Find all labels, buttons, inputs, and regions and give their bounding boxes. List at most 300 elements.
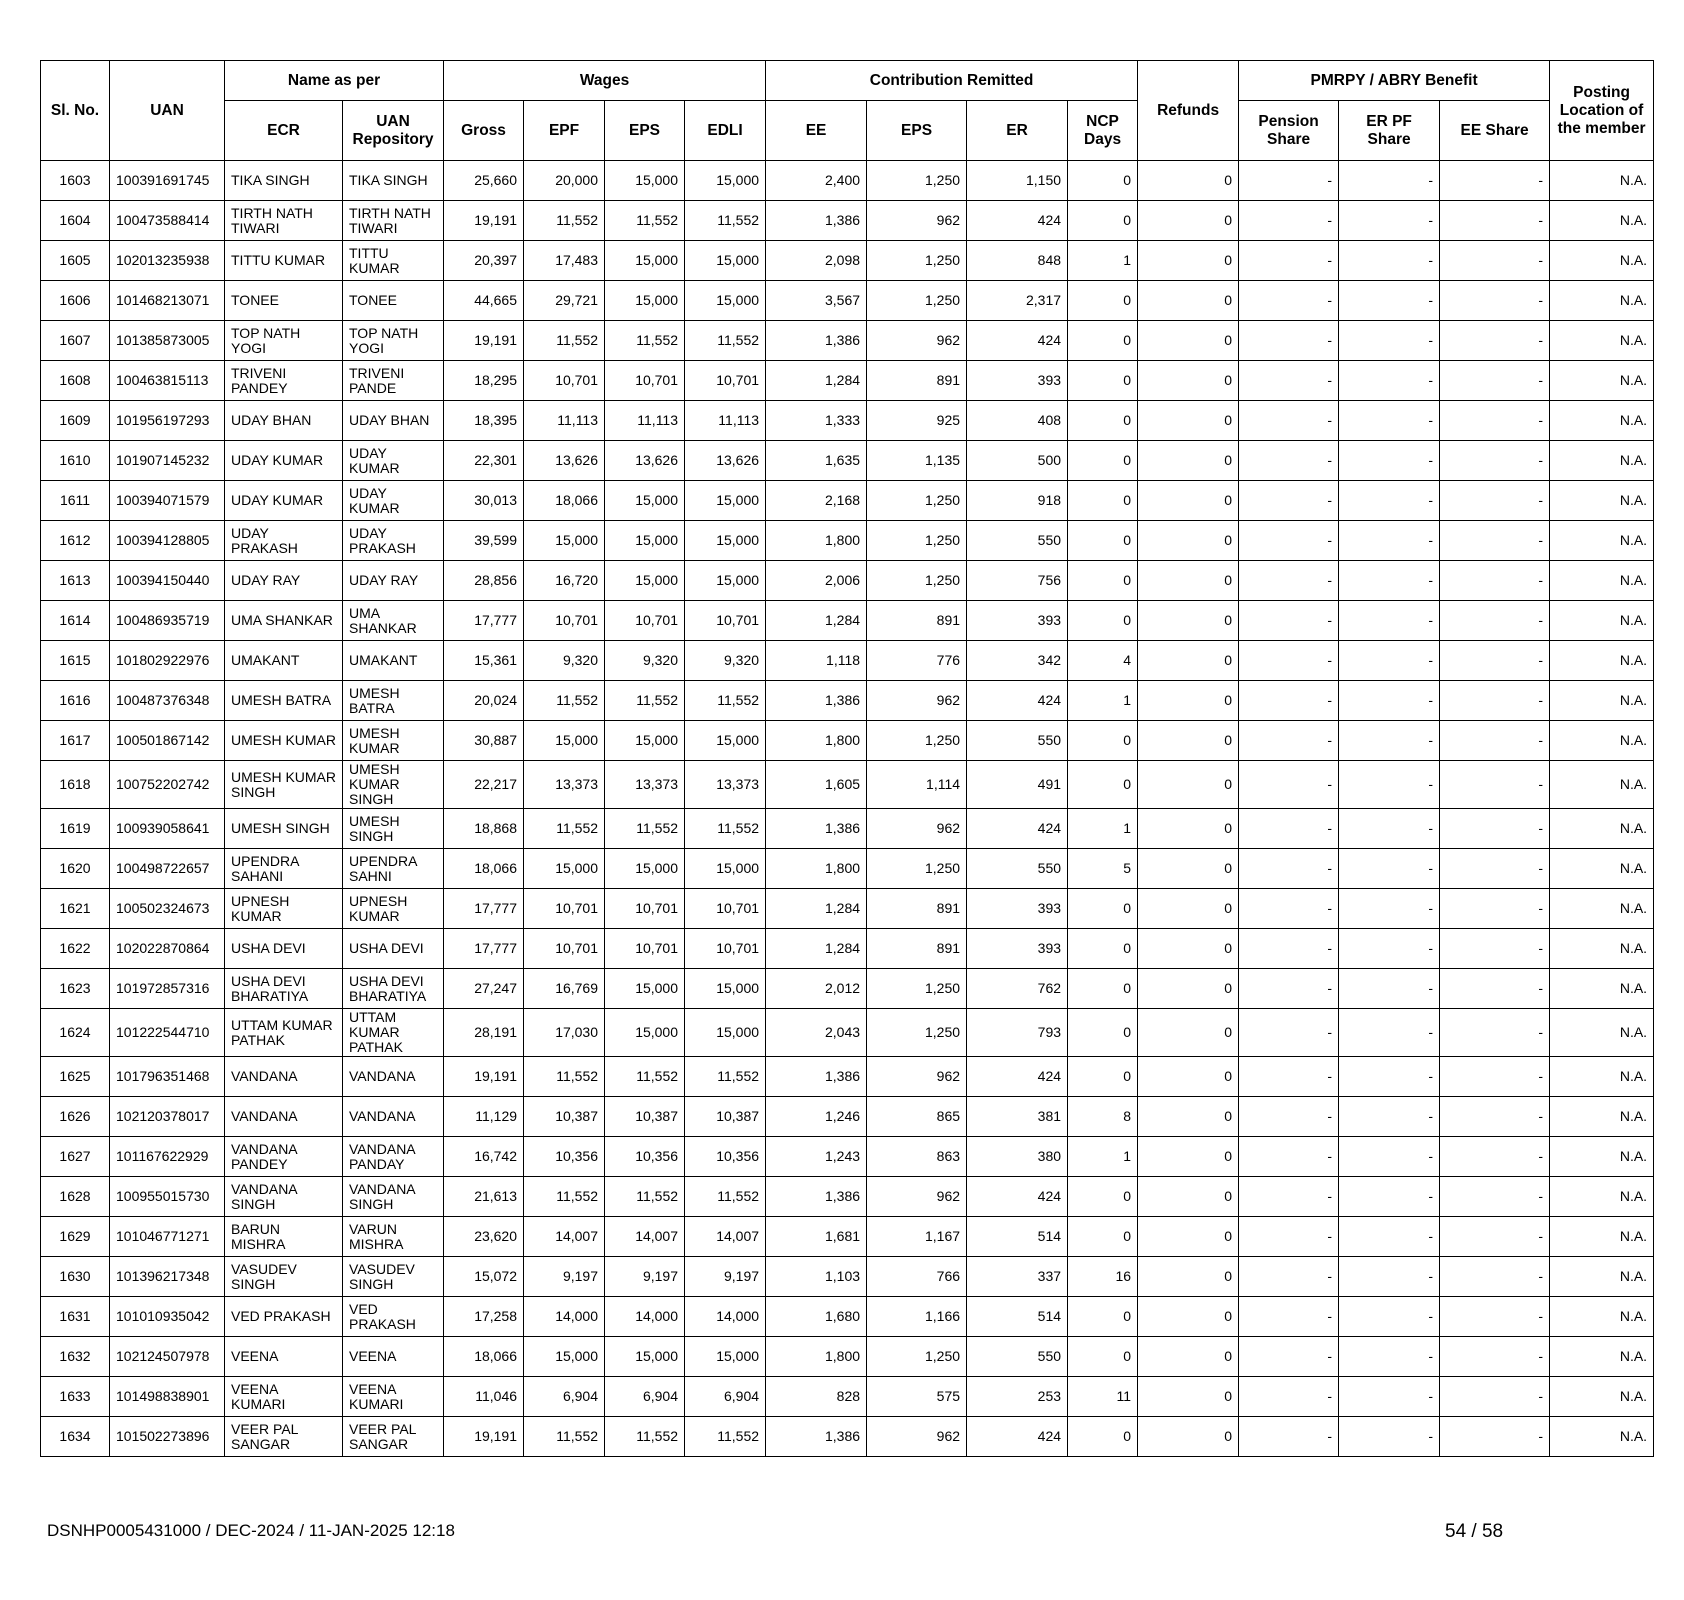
cell-eps: 14,007	[605, 1217, 685, 1257]
cell-er: 424	[967, 1057, 1068, 1097]
cell-refunds: 0	[1138, 521, 1239, 561]
cell-posting-location: N.A.	[1550, 889, 1654, 929]
cell-posting-location: N.A.	[1550, 1257, 1654, 1297]
cell-refunds: 0	[1138, 321, 1239, 361]
cell-ecr-name: VEER PAL SANGAR	[225, 1417, 343, 1457]
cell-ecr-name: UDAY RAY	[225, 561, 343, 601]
cell-contribution-eps: 891	[867, 889, 967, 929]
table-row	[41, 321, 1654, 361]
cell-contribution-eps: 863	[867, 1137, 967, 1177]
cell-ee-share: -	[1440, 441, 1550, 481]
cell-eps: 9,197	[605, 1257, 685, 1297]
cell-sl-no: 1626	[41, 1097, 110, 1137]
cell-gross: 19,191	[444, 321, 524, 361]
header-er-pf-share: ER PF Share	[1339, 101, 1440, 161]
cell-uan-repository-name: VEENA KUMARI	[343, 1377, 444, 1417]
cell-contribution-eps: 1,250	[867, 281, 967, 321]
table-row	[41, 969, 1654, 1009]
cell-posting-location: N.A.	[1550, 1417, 1654, 1457]
header-contribution-remitted: Contribution Remitted	[766, 61, 1138, 101]
cell-er: 393	[967, 929, 1068, 969]
cell-pension-share: -	[1239, 1257, 1339, 1297]
cell-uan: 101802922976	[110, 641, 225, 681]
cell-ncp-days: 1	[1068, 1137, 1138, 1177]
cell-er: 393	[967, 601, 1068, 641]
cell-epf: 11,552	[524, 1057, 605, 1097]
cell-uan: 102120378017	[110, 1097, 225, 1137]
header-er: ER	[967, 101, 1068, 161]
cell-uan: 100955015730	[110, 1177, 225, 1217]
cell-eps: 15,000	[605, 481, 685, 521]
cell-edli: 15,000	[685, 721, 766, 761]
cell-sl-no: 1628	[41, 1177, 110, 1217]
cell-epf: 10,701	[524, 601, 605, 641]
cell-epf: 11,552	[524, 809, 605, 849]
cell-ncp-days: 0	[1068, 321, 1138, 361]
cell-eps: 13,626	[605, 441, 685, 481]
cell-er: 424	[967, 1417, 1068, 1457]
table-row	[41, 1009, 1654, 1057]
cell-ee-share: -	[1440, 561, 1550, 601]
cell-edli: 10,701	[685, 929, 766, 969]
cell-pension-share: -	[1239, 809, 1339, 849]
cell-er-pf-share: -	[1339, 1337, 1440, 1377]
cell-er-pf-share: -	[1339, 969, 1440, 1009]
cell-posting-location: N.A.	[1550, 1097, 1654, 1137]
cell-epf: 29,721	[524, 281, 605, 321]
cell-pension-share: -	[1239, 889, 1339, 929]
cell-uan: 102124507978	[110, 1337, 225, 1377]
cell-pension-share: -	[1239, 1297, 1339, 1337]
cell-sl-no: 1627	[41, 1137, 110, 1177]
cell-eps: 15,000	[605, 1009, 685, 1057]
cell-ee-share: -	[1440, 1057, 1550, 1097]
cell-epf: 11,552	[524, 1417, 605, 1457]
cell-edli: 11,552	[685, 201, 766, 241]
cell-ee-share: -	[1440, 1137, 1550, 1177]
cell-er-pf-share: -	[1339, 1377, 1440, 1417]
cell-sl-no: 1634	[41, 1417, 110, 1457]
cell-sl-no: 1633	[41, 1377, 110, 1417]
header-eps: EPS	[605, 101, 685, 161]
cell-posting-location: N.A.	[1550, 401, 1654, 441]
cell-uan-repository-name: UPNESH KUMAR	[343, 889, 444, 929]
cell-ee-share: -	[1440, 241, 1550, 281]
cell-ee: 2,012	[766, 969, 867, 1009]
cell-ecr-name: VASUDEV SINGH	[225, 1257, 343, 1297]
cell-uan-repository-name: USHA DEVI	[343, 929, 444, 969]
cell-epf: 10,701	[524, 361, 605, 401]
cell-ecr-name: TITTU KUMAR	[225, 241, 343, 281]
cell-uan: 100394128805	[110, 521, 225, 561]
cell-uan-repository-name: VANDANA	[343, 1097, 444, 1137]
cell-uan: 101907145232	[110, 441, 225, 481]
cell-ee: 1,386	[766, 809, 867, 849]
cell-epf: 13,626	[524, 441, 605, 481]
cell-gross: 23,620	[444, 1217, 524, 1257]
cell-posting-location: N.A.	[1550, 1297, 1654, 1337]
cell-er: 393	[967, 361, 1068, 401]
cell-refunds: 0	[1138, 681, 1239, 721]
cell-posting-location: N.A.	[1550, 561, 1654, 601]
cell-ee-share: -	[1440, 1417, 1550, 1457]
cell-epf: 16,769	[524, 969, 605, 1009]
cell-gross: 39,599	[444, 521, 524, 561]
cell-er: 500	[967, 441, 1068, 481]
cell-uan-repository-name: VASUDEV SINGH	[343, 1257, 444, 1297]
cell-uan-repository-name: UDAY PRAKASH	[343, 521, 444, 561]
cell-edli: 11,552	[685, 681, 766, 721]
cell-contribution-eps: 925	[867, 401, 967, 441]
cell-sl-no: 1619	[41, 809, 110, 849]
cell-gross: 17,777	[444, 601, 524, 641]
cell-refunds: 0	[1138, 1137, 1239, 1177]
cell-er: 342	[967, 641, 1068, 681]
cell-er: 514	[967, 1217, 1068, 1257]
cell-pension-share: -	[1239, 361, 1339, 401]
cell-posting-location: N.A.	[1550, 641, 1654, 681]
cell-ee: 1,386	[766, 1177, 867, 1217]
cell-refunds: 0	[1138, 641, 1239, 681]
cell-ee: 1,103	[766, 1257, 867, 1297]
cell-ecr-name: UDAY BHAN	[225, 401, 343, 441]
cell-eps: 15,000	[605, 1337, 685, 1377]
cell-uan-repository-name: TONEE	[343, 281, 444, 321]
cell-refunds: 0	[1138, 1257, 1239, 1297]
cell-posting-location: N.A.	[1550, 521, 1654, 561]
cell-uan: 101796351468	[110, 1057, 225, 1097]
cell-refunds: 0	[1138, 361, 1239, 401]
cell-gross: 27,247	[444, 969, 524, 1009]
cell-ee-share: -	[1440, 721, 1550, 761]
cell-ecr-name: UDAY PRAKASH	[225, 521, 343, 561]
cell-ecr-name: BARUN MISHRA	[225, 1217, 343, 1257]
cell-epf: 11,552	[524, 681, 605, 721]
header-uan: UAN	[110, 61, 225, 161]
cell-gross: 28,191	[444, 1009, 524, 1057]
table-row	[41, 1177, 1654, 1217]
cell-ecr-name: VEENA KUMARI	[225, 1377, 343, 1417]
cell-ee: 1,635	[766, 441, 867, 481]
cell-posting-location: N.A.	[1550, 281, 1654, 321]
header-wages: Wages	[444, 61, 766, 101]
cell-contribution-eps: 1,250	[867, 561, 967, 601]
cell-eps: 6,904	[605, 1377, 685, 1417]
header-pmrpy-abry-benefit: PMRPY / ABRY Benefit	[1239, 61, 1550, 101]
cell-posting-location: N.A.	[1550, 161, 1654, 201]
cell-eps: 10,701	[605, 361, 685, 401]
cell-ncp-days: 0	[1068, 481, 1138, 521]
cell-eps: 15,000	[605, 561, 685, 601]
cell-ecr-name: UDAY KUMAR	[225, 481, 343, 521]
cell-er: 380	[967, 1137, 1068, 1177]
cell-er: 756	[967, 561, 1068, 601]
cell-uan-repository-name: UDAY KUMAR	[343, 441, 444, 481]
cell-ee: 828	[766, 1377, 867, 1417]
table-row	[41, 1297, 1654, 1337]
table-row	[41, 1337, 1654, 1377]
cell-uan: 100394071579	[110, 481, 225, 521]
cell-ee-share: -	[1440, 361, 1550, 401]
cell-ee-share: -	[1440, 601, 1550, 641]
cell-ncp-days: 0	[1068, 1009, 1138, 1057]
header-ecr: ECR	[225, 101, 343, 161]
cell-epf: 17,483	[524, 241, 605, 281]
cell-gross: 18,295	[444, 361, 524, 401]
table-row	[41, 1417, 1654, 1457]
cell-epf: 20,000	[524, 161, 605, 201]
cell-ee: 1,800	[766, 1337, 867, 1377]
cell-ee: 1,386	[766, 1417, 867, 1457]
cell-ncp-days: 0	[1068, 281, 1138, 321]
cell-contribution-eps: 1,250	[867, 241, 967, 281]
header-contribution-eps: EPS	[867, 101, 967, 161]
cell-contribution-eps: 1,250	[867, 521, 967, 561]
header-epf: EPF	[524, 101, 605, 161]
table-row	[41, 1257, 1654, 1297]
cell-ee-share: -	[1440, 1009, 1550, 1057]
cell-gross: 22,217	[444, 761, 524, 809]
cell-ee: 1,800	[766, 721, 867, 761]
cell-ee: 1,680	[766, 1297, 867, 1337]
cell-gross: 21,613	[444, 1177, 524, 1217]
cell-ee: 1,800	[766, 849, 867, 889]
header-ee-share: EE Share	[1440, 101, 1550, 161]
cell-posting-location: N.A.	[1550, 849, 1654, 889]
cell-sl-no: 1620	[41, 849, 110, 889]
cell-eps: 11,113	[605, 401, 685, 441]
table-row	[41, 1217, 1654, 1257]
cell-pension-share: -	[1239, 1009, 1339, 1057]
cell-pension-share: -	[1239, 401, 1339, 441]
cell-gross: 18,066	[444, 849, 524, 889]
cell-edli: 10,701	[685, 361, 766, 401]
cell-ncp-days: 16	[1068, 1257, 1138, 1297]
cell-ncp-days: 1	[1068, 241, 1138, 281]
cell-ncp-days: 0	[1068, 601, 1138, 641]
cell-er: 337	[967, 1257, 1068, 1297]
table-row	[41, 889, 1654, 929]
cell-refunds: 0	[1138, 1177, 1239, 1217]
cell-posting-location: N.A.	[1550, 929, 1654, 969]
cell-ee-share: -	[1440, 521, 1550, 561]
cell-contribution-eps: 891	[867, 929, 967, 969]
cell-gross: 20,024	[444, 681, 524, 721]
cell-uan: 100473588414	[110, 201, 225, 241]
cell-eps: 10,356	[605, 1137, 685, 1177]
cell-eps: 9,320	[605, 641, 685, 681]
cell-uan: 100486935719	[110, 601, 225, 641]
cell-sl-no: 1617	[41, 721, 110, 761]
cell-uan-repository-name: UMA SHANKAR	[343, 601, 444, 641]
cell-refunds: 0	[1138, 1417, 1239, 1457]
cell-edli: 9,320	[685, 641, 766, 681]
cell-gross: 18,395	[444, 401, 524, 441]
cell-er: 550	[967, 721, 1068, 761]
cell-sl-no: 1606	[41, 281, 110, 321]
cell-epf: 14,007	[524, 1217, 605, 1257]
cell-er-pf-share: -	[1339, 1097, 1440, 1137]
cell-pension-share: -	[1239, 201, 1339, 241]
cell-ecr-name: VANDANA PANDEY	[225, 1137, 343, 1177]
cell-refunds: 0	[1138, 1377, 1239, 1417]
cell-ee: 1,386	[766, 201, 867, 241]
cell-ee-share: -	[1440, 929, 1550, 969]
cell-pension-share: -	[1239, 721, 1339, 761]
cell-ncp-days: 0	[1068, 1057, 1138, 1097]
cell-uan: 100391691745	[110, 161, 225, 201]
cell-pension-share: -	[1239, 641, 1339, 681]
table-row	[41, 641, 1654, 681]
cell-uan: 100501867142	[110, 721, 225, 761]
cell-sl-no: 1614	[41, 601, 110, 641]
cell-ecr-name: UMESH KUMAR	[225, 721, 343, 761]
cell-epf: 11,552	[524, 1177, 605, 1217]
cell-refunds: 0	[1138, 1009, 1239, 1057]
cell-ee: 1,118	[766, 641, 867, 681]
table-row	[41, 561, 1654, 601]
cell-er-pf-share: -	[1339, 681, 1440, 721]
cell-sl-no: 1610	[41, 441, 110, 481]
cell-ee-share: -	[1440, 1257, 1550, 1297]
cell-edli: 15,000	[685, 969, 766, 1009]
cell-posting-location: N.A.	[1550, 1377, 1654, 1417]
cell-posting-location: N.A.	[1550, 241, 1654, 281]
cell-pension-share: -	[1239, 1377, 1339, 1417]
cell-refunds: 0	[1138, 1217, 1239, 1257]
cell-ee: 1,333	[766, 401, 867, 441]
cell-posting-location: N.A.	[1550, 1057, 1654, 1097]
cell-epf: 16,720	[524, 561, 605, 601]
cell-er: 1,150	[967, 161, 1068, 201]
cell-ncp-days: 0	[1068, 521, 1138, 561]
cell-gross: 11,046	[444, 1377, 524, 1417]
cell-sl-no: 1603	[41, 161, 110, 201]
cell-er-pf-share: -	[1339, 761, 1440, 809]
cell-er: 408	[967, 401, 1068, 441]
cell-edli: 15,000	[685, 849, 766, 889]
cell-ncp-days: 0	[1068, 1297, 1138, 1337]
cell-ee: 1,386	[766, 321, 867, 361]
cell-eps: 11,552	[605, 201, 685, 241]
cell-pension-share: -	[1239, 1177, 1339, 1217]
cell-refunds: 0	[1138, 849, 1239, 889]
cell-edli: 10,356	[685, 1137, 766, 1177]
cell-ee: 1,284	[766, 889, 867, 929]
table-row	[41, 241, 1654, 281]
cell-er-pf-share: -	[1339, 561, 1440, 601]
cell-eps: 11,552	[605, 809, 685, 849]
table-row	[41, 721, 1654, 761]
cell-contribution-eps: 1,250	[867, 1337, 967, 1377]
cell-uan-repository-name: VED PRAKASH	[343, 1297, 444, 1337]
cell-posting-location: N.A.	[1550, 361, 1654, 401]
cell-contribution-eps: 1,250	[867, 481, 967, 521]
cell-gross: 16,742	[444, 1137, 524, 1177]
cell-edli: 11,552	[685, 321, 766, 361]
cell-contribution-eps: 1,166	[867, 1297, 967, 1337]
cell-posting-location: N.A.	[1550, 809, 1654, 849]
cell-eps: 10,701	[605, 601, 685, 641]
cell-refunds: 0	[1138, 809, 1239, 849]
cell-edli: 11,552	[685, 1057, 766, 1097]
header-name-as-per: Name as per	[225, 61, 444, 101]
cell-ncp-days: 0	[1068, 889, 1138, 929]
cell-ncp-days: 0	[1068, 361, 1138, 401]
cell-ee: 1,800	[766, 521, 867, 561]
cell-uan-repository-name: UMESH BATRA	[343, 681, 444, 721]
cell-er: 253	[967, 1377, 1068, 1417]
cell-gross: 15,072	[444, 1257, 524, 1297]
cell-ncp-days: 0	[1068, 761, 1138, 809]
cell-ee-share: -	[1440, 1337, 1550, 1377]
cell-er: 381	[967, 1097, 1068, 1137]
header-gross: Gross	[444, 101, 524, 161]
cell-sl-no: 1605	[41, 241, 110, 281]
cell-ncp-days: 0	[1068, 969, 1138, 1009]
cell-ee: 1,605	[766, 761, 867, 809]
cell-pension-share: -	[1239, 761, 1339, 809]
cell-eps: 11,552	[605, 321, 685, 361]
cell-uan: 100752202742	[110, 761, 225, 809]
cell-er: 793	[967, 1009, 1068, 1057]
cell-uan: 101010935042	[110, 1297, 225, 1337]
contribution-table	[40, 60, 1654, 1457]
table-row	[41, 929, 1654, 969]
cell-pension-share: -	[1239, 161, 1339, 201]
cell-refunds: 0	[1138, 929, 1239, 969]
cell-er: 491	[967, 761, 1068, 809]
cell-epf: 13,373	[524, 761, 605, 809]
cell-refunds: 0	[1138, 889, 1239, 929]
cell-ee-share: -	[1440, 321, 1550, 361]
cell-ee-share: -	[1440, 761, 1550, 809]
cell-er-pf-share: -	[1339, 1297, 1440, 1337]
cell-er: 424	[967, 201, 1068, 241]
cell-sl-no: 1625	[41, 1057, 110, 1097]
cell-pension-share: -	[1239, 521, 1339, 561]
cell-sl-no: 1611	[41, 481, 110, 521]
cell-ecr-name: USHA DEVI	[225, 929, 343, 969]
cell-edli: 15,000	[685, 561, 766, 601]
cell-eps: 10,701	[605, 929, 685, 969]
cell-ncp-days: 0	[1068, 1217, 1138, 1257]
cell-ecr-name: USHA DEVI BHARATIYA	[225, 969, 343, 1009]
cell-sl-no: 1604	[41, 201, 110, 241]
cell-ecr-name: TRIVENI PANDEY	[225, 361, 343, 401]
cell-uan-repository-name: VANDANA PANDAY	[343, 1137, 444, 1177]
cell-ee-share: -	[1440, 161, 1550, 201]
cell-sl-no: 1621	[41, 889, 110, 929]
cell-ee-share: -	[1440, 1377, 1550, 1417]
cell-eps: 10,701	[605, 889, 685, 929]
cell-contribution-eps: 891	[867, 361, 967, 401]
cell-edli: 15,000	[685, 241, 766, 281]
cell-pension-share: -	[1239, 321, 1339, 361]
cell-epf: 14,000	[524, 1297, 605, 1337]
cell-er: 550	[967, 849, 1068, 889]
cell-eps: 10,387	[605, 1097, 685, 1137]
cell-gross: 25,660	[444, 161, 524, 201]
cell-er-pf-share: -	[1339, 481, 1440, 521]
table-row	[41, 401, 1654, 441]
cell-posting-location: N.A.	[1550, 1177, 1654, 1217]
cell-refunds: 0	[1138, 601, 1239, 641]
cell-ncp-days: 0	[1068, 441, 1138, 481]
cell-ecr-name: VEENA	[225, 1337, 343, 1377]
table-row	[41, 809, 1654, 849]
cell-pension-share: -	[1239, 929, 1339, 969]
